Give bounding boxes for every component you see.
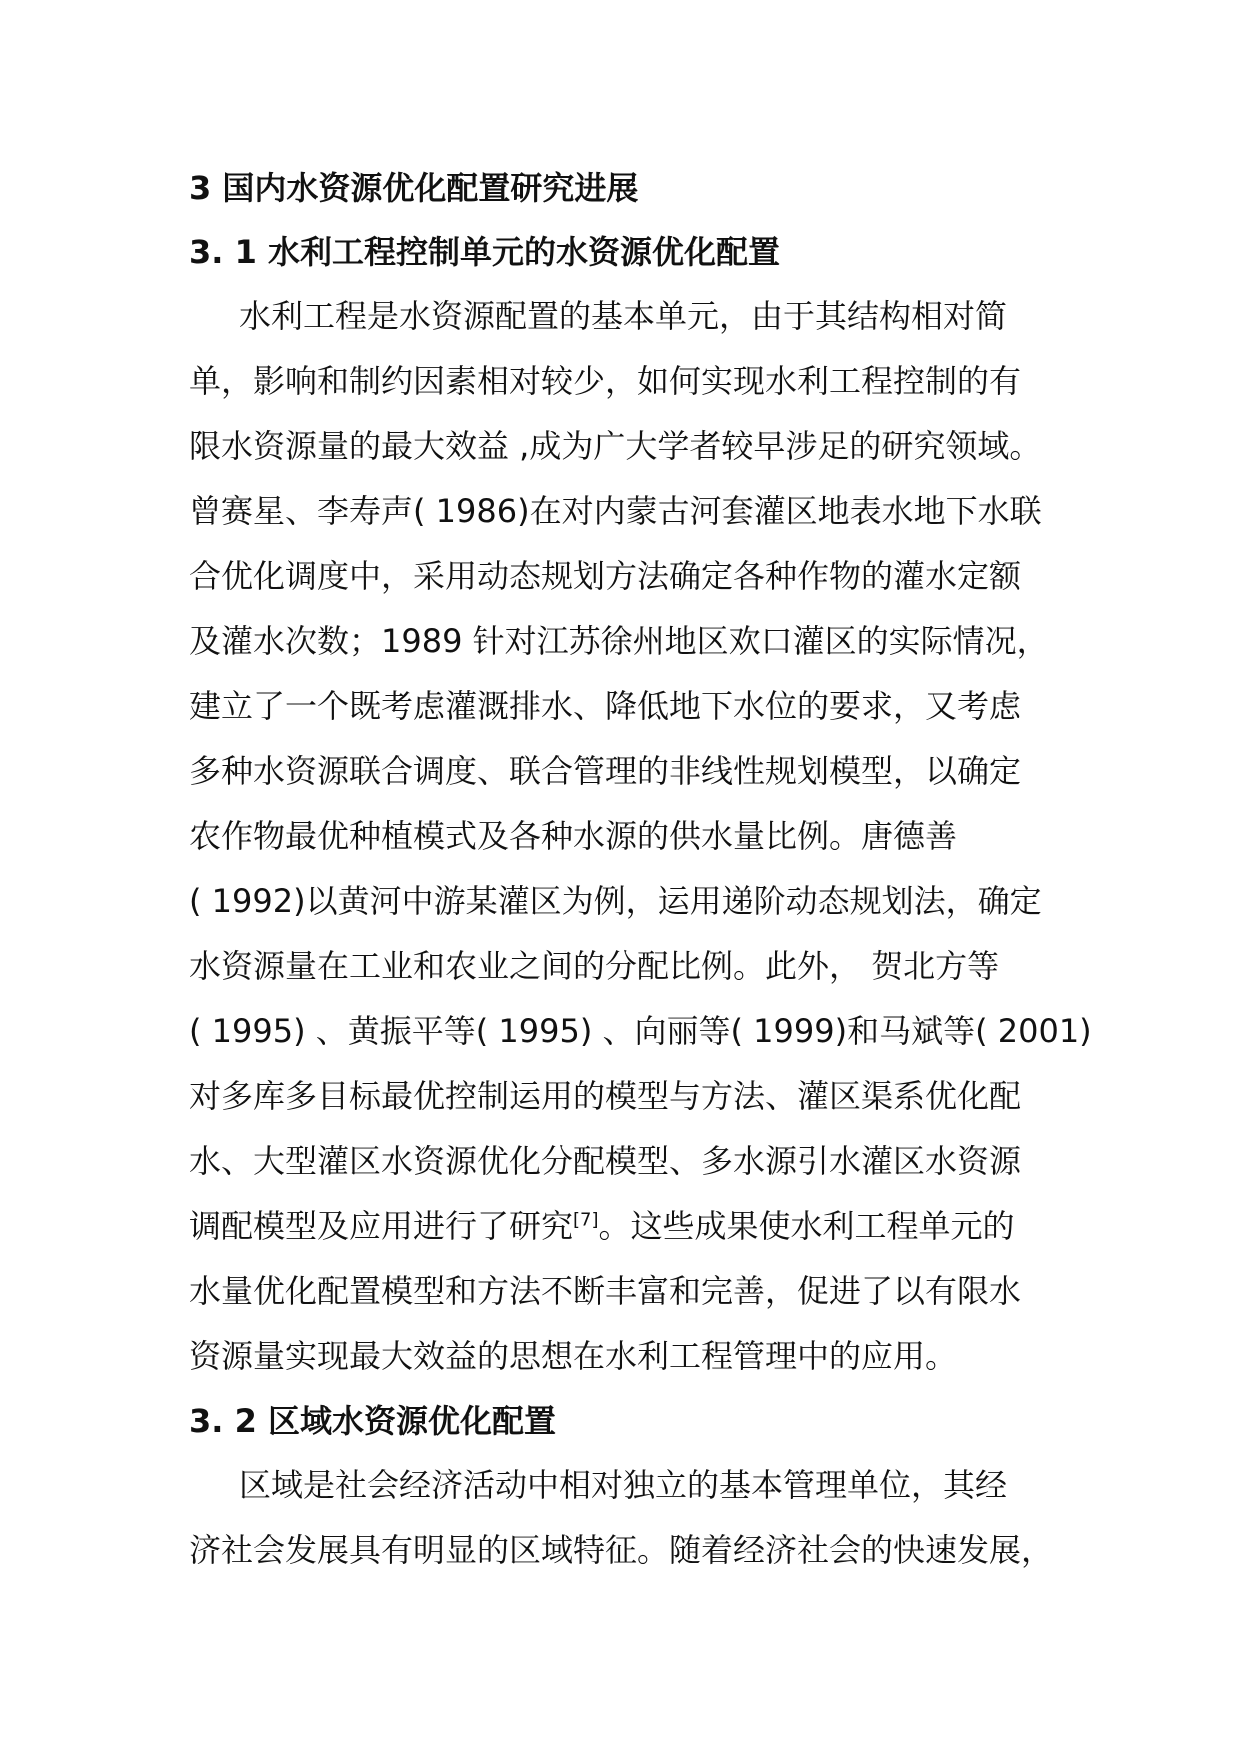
paragraph-line: 水量优化配置模型和方法不断丰富和完善，促进了以有限水 xyxy=(189,1272,1022,1310)
citation-reference: [7] xyxy=(573,1209,599,1231)
paragraph-line: 多种水资源联合调度、联合管理的非线性规划模型，以确定 xyxy=(189,752,1022,790)
section-3-heading: 3 国内水资源优化配置研究进展 xyxy=(189,169,639,207)
paragraph-line-with-citation xyxy=(189,1194,1079,1259)
document-page xyxy=(189,160,1092,1583)
paragraph-line: 对多库多目标最优控制运用的模型与方法、灌区渠系优化配 xyxy=(189,1077,1022,1115)
section-3-2-heading: 3. 2 区域水资源优化配置 xyxy=(189,1402,556,1440)
section-3-1-heading: 3. 1 水利工程控制单元的水资源优化配置 xyxy=(189,233,780,271)
paragraph-line: 济社会发展具有明显的区域特征。随着经济社会的快速发展， xyxy=(189,1531,1054,1569)
paragraph-line: ( 1995) 、黄振平等( 1995) 、向丽等( 1999)和马斌等( 2001) xyxy=(189,1012,1092,1050)
paragraph-line: 及灌水次数；1989 针对江苏徐州地区欢口灌区的实际情况， xyxy=(189,622,1049,660)
paragraph-line: 水利工程是水资源配置的基本单元，由于其结构相对简 xyxy=(239,297,1008,335)
paragraph-line: 曾赛星、李寿声( 1986)在对内蒙古河套灌区地表水地下水联 xyxy=(189,492,1042,530)
paragraph-line: 建立了一个既考虑灌溉排水、降低地下水位的要求，又考虑 xyxy=(189,687,1022,725)
paragraph-line: 资源量实现最大效益的思想在水利工程管理中的应用。 xyxy=(189,1337,958,1375)
paragraph-line: 合优化调度中，采用动态规划方法确定各种作物的灌水定额 xyxy=(189,557,1022,595)
line-text: 。这些成果使水利工程单元的 xyxy=(598,1207,1015,1245)
paragraph-line: 水、大型灌区水资源优化分配模型、多水源引水灌区水资源 xyxy=(189,1142,1022,1180)
line-text: 调配模型及应用进行了研究 xyxy=(189,1207,574,1245)
paragraph-line: ( 1992)以黄河中游某灌区为例，运用递阶动态规划法，确定 xyxy=(189,882,1042,920)
paragraph-line: 水资源量在工业和农业之间的分配比例。此外， 贺北方等 xyxy=(189,947,1000,985)
section-3-2-paragraph xyxy=(189,1453,1079,1583)
section-3-1-paragraph xyxy=(189,284,1092,1389)
paragraph-line: 限水资源量的最大效益 ,成为广大学者较早涉足的研究领域。 xyxy=(189,427,1042,465)
paragraph-line: 单，影响和制约因素相对较少，如何实现水利工程控制的有 xyxy=(189,362,1022,400)
paragraph-line: 区域是社会经济活动中相对独立的基本管理单位，其经 xyxy=(239,1466,1008,1504)
paragraph-line: 农作物最优种植模式及各种水源的供水量比例。唐德善 xyxy=(189,817,958,855)
